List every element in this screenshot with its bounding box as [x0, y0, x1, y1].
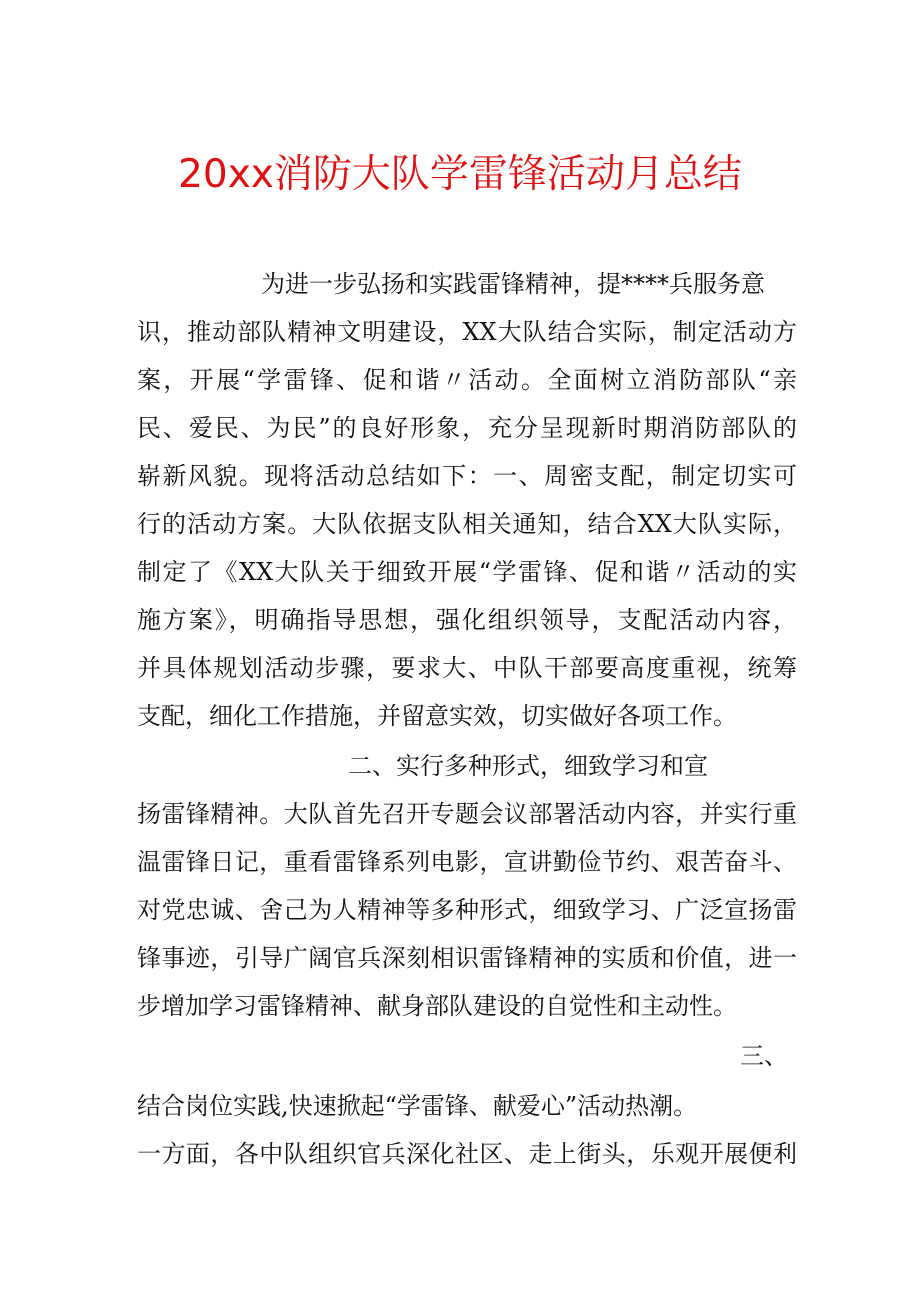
paragraph-line-16: 结合岗位实践,快速掀起“学雷锋、献爱心”活动热潮。 [137, 1092, 698, 1120]
paragraph-line-2: 识，推动部队精神文明建设，XX大队结合实际，制定活动方 [137, 318, 797, 346]
paragraph-line-9: 并具体规划活动步骤，要求大、中队干部要高度重视，统筹 [137, 654, 797, 682]
paragraph-line-13: 对党忠诚、舍己为人精神等多种形式，细致学习、广泛宣扬雷 [137, 896, 797, 924]
paragraph-line-15: 步增加学习雷锋精神、献身部队建设的自觉性和主动性。 [137, 992, 737, 1020]
paragraph-line-10: 支配，细化工作措施，并留意实效，切实做好各项工作。 [137, 702, 737, 730]
paragraph-line-14: 锋事迹，引导广阔官兵深刻相识雷锋精神的实质和价值，进一 [137, 944, 797, 972]
paragraph-line-3: 案，开展“学雷锋、促和谐〃活动。全面树立消防部队“亲 [137, 366, 797, 394]
paragraph-line-4: 民、爱民、为民”的良好形象，充分呈现新时期消防部队的 [137, 414, 797, 442]
document-title: 20xx消防大队学雷锋活动月总结 [178, 152, 742, 197]
paragraph-line-6: 行的活动方案。大队依据支队相关通知，结合XX大队实际， [137, 510, 797, 538]
paragraph-line-8: 施方案》，明确指导思想，强化组织领导，支配活动内容， [137, 606, 797, 634]
paragraph-line-7: 制定了《XX大队关于细致开展“学雷锋、促和谐〃活动的实 [137, 558, 797, 586]
section-heading-2: 二、实行多种形式，细致学习和宣 [348, 752, 708, 780]
section-heading-3: 三、 [740, 1042, 788, 1070]
paragraph-line-1: 为进一步弘扬和实践雷锋精神，提****兵服务意 [261, 270, 765, 298]
paragraph-line-11: 扬雷锋精神。大队首先召开专题会议部署活动内容，并实行重 [137, 800, 797, 828]
paragraph-line-17: 一方面，各中队组织官兵深化社区、走上街头，乐观开展便利 [137, 1140, 797, 1168]
paragraph-line-12: 温雷锋日记，重看雷锋系列电影，宣讲勤俭节约、艰苦奋斗、 [137, 848, 797, 876]
paragraph-line-5: 崭新风貌。现将活动总结如下：一、周密支配，制定切实可 [137, 462, 797, 490]
